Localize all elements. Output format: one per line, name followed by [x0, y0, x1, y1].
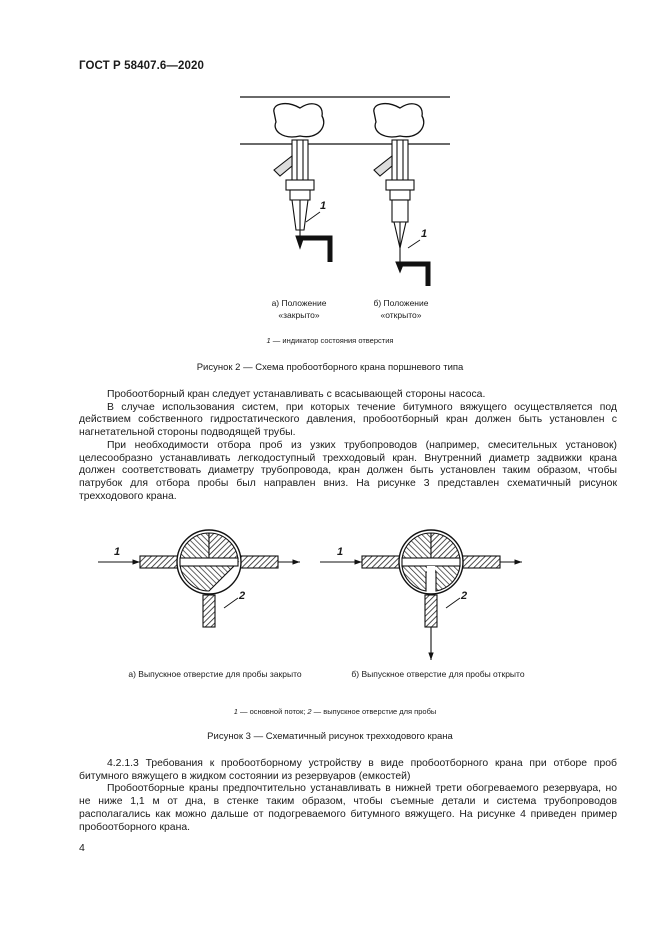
fig3-title: Рисунок 3 — Схематичный рисунок трехходового крана — [207, 731, 453, 742]
fig2-label-1b: 1 — [421, 228, 428, 240]
paragraph: Пробоотборный кран следует устанавливать с всасывающей стороны насоса. — [107, 389, 486, 400]
fig3-legend-num1: 1 — [233, 707, 238, 716]
fig3-label-1a: 1 — [114, 546, 121, 558]
three-way-valve-closed — [98, 530, 300, 627]
fig2-legend-num: 1 — [266, 336, 271, 345]
fig3-label-2a: 2 — [239, 590, 246, 602]
paragraph: При необходимости отбора проб из узких трубопроводов (например, смесительных установок) целесообразно устанавливать легкодоступный трехходовый кран. Внутренний диаметр задвижки крана должен соответствовать диаметру трубопровода, кран должен быть установлен таким образом, чтобы патрубок для отбора пробы был направлен вниз. На рисунке 3 представлен схематичный рисунок трехходового крана. — [79, 439, 617, 502]
fig3-caption-a: а) Выпускное отверстие для пробы закрыто — [128, 669, 302, 679]
fig2-legend-text: — индикатор состояния отверстия — [270, 336, 394, 345]
fig3-legend — [170, 707, 500, 716]
fig2-label-1: 1 — [320, 200, 327, 212]
paragraph: 4.2.1.3 Требования к пробоотборному устройству в виде пробоотборного крана при отборе проб битумного вяжущего в жидком состоянии из резервуаров (емкостей) — [79, 758, 617, 782]
fig3-caption-b: б) Выпускное отверстие для пробы открыто — [351, 669, 525, 679]
fig2-caption-b: б) Положение «открыто» — [373, 298, 429, 320]
fig3-legend-text1: — основной поток; — [237, 707, 308, 716]
three-way-valve-open — [320, 530, 522, 660]
fig2-caption-a: а) Положение «закрыто» — [271, 298, 327, 320]
fig3-label-1b: 1 — [337, 546, 344, 558]
paragraph: Пробоотборные краны предпочтительно устанавливать в нижней трети обогреваемого резервуара, но не ниже 1,1 м от дна, в стенке таким образом, чтобы съемные детали и система трубопроводов располагались как можно дальше от подогреваемого битумного вяжущего. На рисунке 4 приведен пример пробоотборного крана. — [79, 783, 617, 833]
fig2-title: Рисунок 2 — Схема пробоотборного крана поршневого типа — [196, 362, 464, 373]
text-block-2 — [79, 758, 617, 834]
document-header: ГОСТ Р 58407.6—2020 — [79, 60, 204, 72]
paragraph: В случае использования систем, при которых течение битумного вяжущего осуществляется под действием собственного гидростатического давления, пробоотборный кран должен быть установлен с нагнетательной стороны подводящей трубы. — [79, 401, 617, 439]
fig3-label-2b: 2 — [461, 590, 468, 602]
fig3-legend-num2: 2 — [307, 707, 312, 716]
fig3-legend-text2: — выпускное отверстие для пробы — [311, 707, 437, 716]
page-number: 4 — [79, 842, 85, 854]
